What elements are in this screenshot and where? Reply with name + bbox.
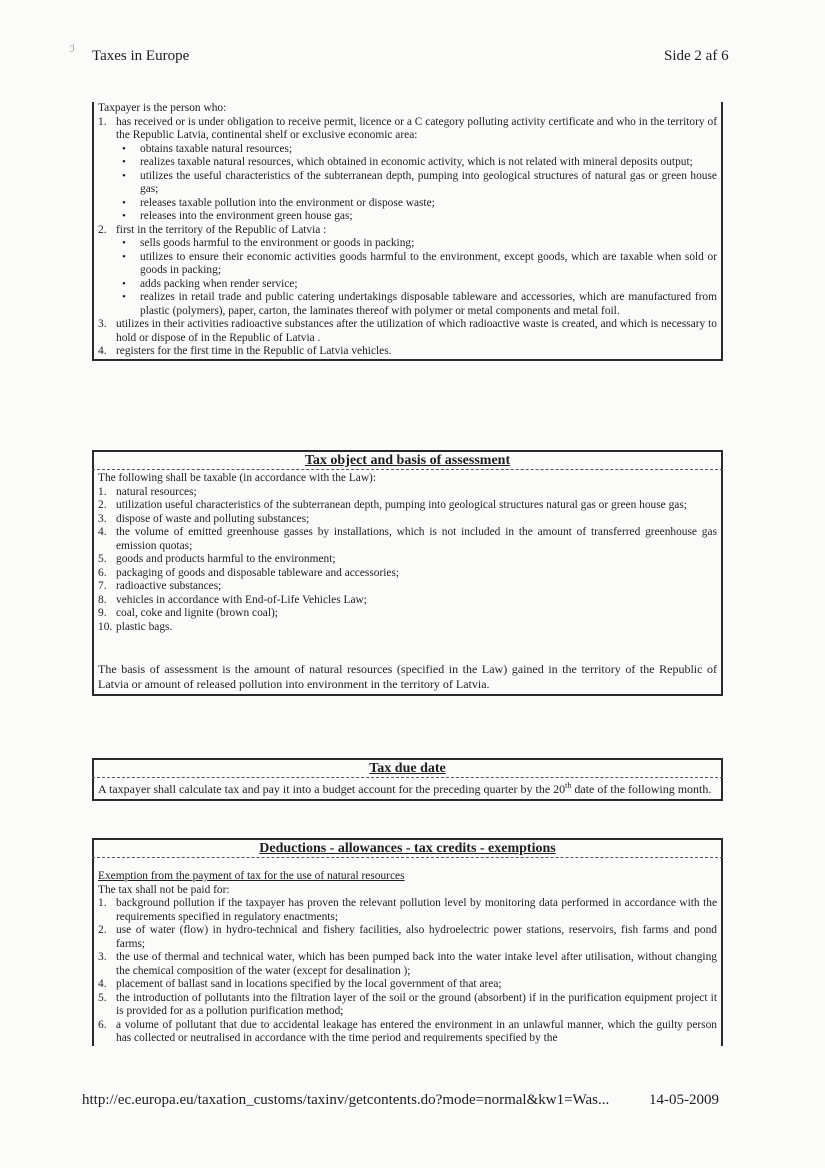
tax-object-intro: The following shall be taxable (in accordance with the Law): xyxy=(98,472,377,484)
item-text: natural resources; xyxy=(116,485,197,498)
list-item xyxy=(98,897,717,924)
exemptions-list xyxy=(98,897,717,1046)
bullet-item: • releases into the environment green house gas; xyxy=(116,210,717,224)
page-header-title: Taxes in Europe xyxy=(92,48,190,64)
list-item xyxy=(98,224,717,319)
bullet-item: • obtains taxable natural resources; xyxy=(116,143,717,157)
item-number: 4. xyxy=(98,526,107,538)
item-text: first in the territory of the Republic of Latvia : xyxy=(116,223,327,236)
item-number: 3. xyxy=(98,512,107,525)
item-number: 3. xyxy=(98,951,107,963)
list-item xyxy=(98,116,717,224)
tax-object-list xyxy=(98,486,717,635)
item-number: 1. xyxy=(98,897,107,909)
list-item xyxy=(98,499,717,513)
bullet-item: • utilizes to ensure their economic activities goods harmful to the environment, except goods, which are taxable when sold or goods in packing; xyxy=(116,251,717,278)
item-text: registers for the first time in the Republic of Latvia vehicles. xyxy=(116,345,392,357)
item-number: 5. xyxy=(98,991,107,1004)
item-number: 7. xyxy=(98,580,107,592)
tax-object-section xyxy=(92,450,723,696)
list-item xyxy=(98,621,717,635)
item-text: goods and products harmful to the environment; xyxy=(116,553,336,565)
tax-due-date-title: Tax due date xyxy=(92,760,723,778)
list-item xyxy=(98,1019,717,1046)
footer-url: http://ec.europa.eu/taxation_customs/taxinv/getcontents.do?mode=normal&kw1=Was... xyxy=(82,1092,610,1108)
item-number: 10. xyxy=(98,620,113,633)
tax-due-date-section xyxy=(92,758,723,801)
item-text: utilizes in their activities radioactive substances after the utilization of which radioactive waste is created, and which is necessary to hold or dispose of in the Republic of Latvia . xyxy=(116,318,717,344)
item-text: the volume of emitted greenhouse gasses by installations, which is not included in the amount of transferred greenhouse gas emission quotas; xyxy=(116,526,717,552)
item-text: background pollution if the taxpayer has proven the relevant pollution level by monitoring data performed in accordance with the requirements specified in regulatory enactments; xyxy=(116,897,717,923)
item-number: 3. xyxy=(98,318,107,330)
list-item xyxy=(98,992,717,1019)
item-number: 2. xyxy=(98,924,107,936)
bullet-list xyxy=(116,237,717,318)
item-number: 9. xyxy=(98,607,107,619)
item-number: 6. xyxy=(98,566,107,579)
bullet-item: • realizes in retail trade and public catering undertakings disposable tableware and accessories, which are manufactured from plastic (polymers), paper, carton, the laminates thereof with polymer or metal components and metal foil. xyxy=(116,291,717,318)
item-text: the use of thermal and technical water, which has been pumped back into the water intake level after utilisation, without changing the chemical composition of the water (except for desalination ); xyxy=(116,951,717,977)
item-text: packaging of goods and disposable tableware and accessories; xyxy=(116,566,400,579)
item-text: utilization useful characteristics of the subterranean depth, pumping into geological structures natural gas or green house gas; xyxy=(116,499,687,511)
item-number: 4. xyxy=(98,978,107,990)
item-text: the introduction of pollutants into the filtration layer of the soil or the ground (absorbent) if in the purification equipment project it is provided for as a pollution purification method; xyxy=(116,991,717,1017)
bullet-item: • sells goods harmful to the environment or goods in packing; xyxy=(116,237,717,251)
list-item xyxy=(98,594,717,608)
item-number: 1. xyxy=(98,115,107,128)
item-text: vehicles in accordance with End-of-Life Vehicles Law; xyxy=(116,593,367,606)
bullet-list xyxy=(116,143,717,224)
item-text: use of water (flow) in hydro-technical and fishery facilities, also hydroelectric power stations, reservoirs, fish farms and pond farms; xyxy=(116,924,717,950)
list-item xyxy=(98,607,717,621)
list-item xyxy=(98,951,717,978)
item-text: has received or is under obligation to receive permit, licence or a C category polluting activity certificate and who in the territory of the Republic Latvia, continental shelf or exclusive economic area: xyxy=(116,115,717,141)
item-text: coal, coke and lignite (brown coal); xyxy=(116,607,278,619)
item-number: 8. xyxy=(98,593,107,606)
item-text: plastic bags. xyxy=(116,620,173,633)
list-item xyxy=(98,580,717,594)
item-text: radioactive substances; xyxy=(116,580,222,592)
taxpayer-list xyxy=(98,116,717,359)
taxpayer-intro: Taxpayer is the person who: xyxy=(98,102,227,114)
list-item xyxy=(98,526,717,553)
item-text: a volume of pollutant that due to accidental leakage has entered the environment in an unlawful manner, which the guilty person has collected or neutralised in accordance with the time period and requirements specified by the xyxy=(116,1018,717,1044)
scan-mark: ℐ xyxy=(70,44,75,55)
bullet-item: • utilizes the useful characteristics of the subterranean depth, pumping into geological structures of natural gas or green house gas; xyxy=(116,170,717,197)
basis-of-assessment: The basis of assessment is the amount of natural resources (specified in the Law) gained in the territory of the Republic of Latvia or amount of released pollution into environment in the territory of Latvia. xyxy=(98,662,717,691)
list-item xyxy=(98,318,717,345)
page-number: Side 2 af 6 xyxy=(664,48,729,64)
list-item xyxy=(98,553,717,567)
exemption-subheading: Exemption from the payment of tax for the use of natural resources xyxy=(98,870,405,882)
exemption-intro: The tax shall not be paid for: xyxy=(98,883,230,896)
item-number: 1. xyxy=(98,485,107,498)
bullet-item: • releases taxable pollution into the environment or dispose waste; xyxy=(116,197,717,211)
bullet-item: • adds packing when render service; xyxy=(116,278,717,292)
item-number: 2. xyxy=(98,499,107,511)
tax-due-date-text: A taxpayer shall calculate tax and pay it into a budget account for the preceding quarter by the 20th date of the following month. xyxy=(98,781,712,796)
deductions-title: Deductions - allowances - tax credits - exemptions xyxy=(92,840,723,858)
list-item xyxy=(98,567,717,581)
tax-object-title: Tax object and basis of assessment xyxy=(92,452,723,470)
item-text: placement of ballast sand in locations specified by the local government of that area; xyxy=(116,978,502,990)
list-item xyxy=(98,978,717,992)
list-item xyxy=(98,486,717,500)
list-item xyxy=(98,345,717,359)
item-number: 6. xyxy=(98,1018,107,1031)
taxpayer-section xyxy=(92,102,723,361)
list-item xyxy=(98,513,717,527)
item-number: 4. xyxy=(98,345,107,357)
deductions-section xyxy=(92,838,723,1046)
bullet-item: • realizes taxable natural resources, which obtained in economic activity, which is not related with mineral deposits output; xyxy=(116,156,717,170)
item-text: dispose of waste and polluting substances; xyxy=(116,512,310,525)
footer-date: 14-05-2009 xyxy=(649,1092,719,1108)
item-number: 2. xyxy=(98,223,107,236)
list-item xyxy=(98,924,717,951)
item-number: 5. xyxy=(98,553,107,565)
